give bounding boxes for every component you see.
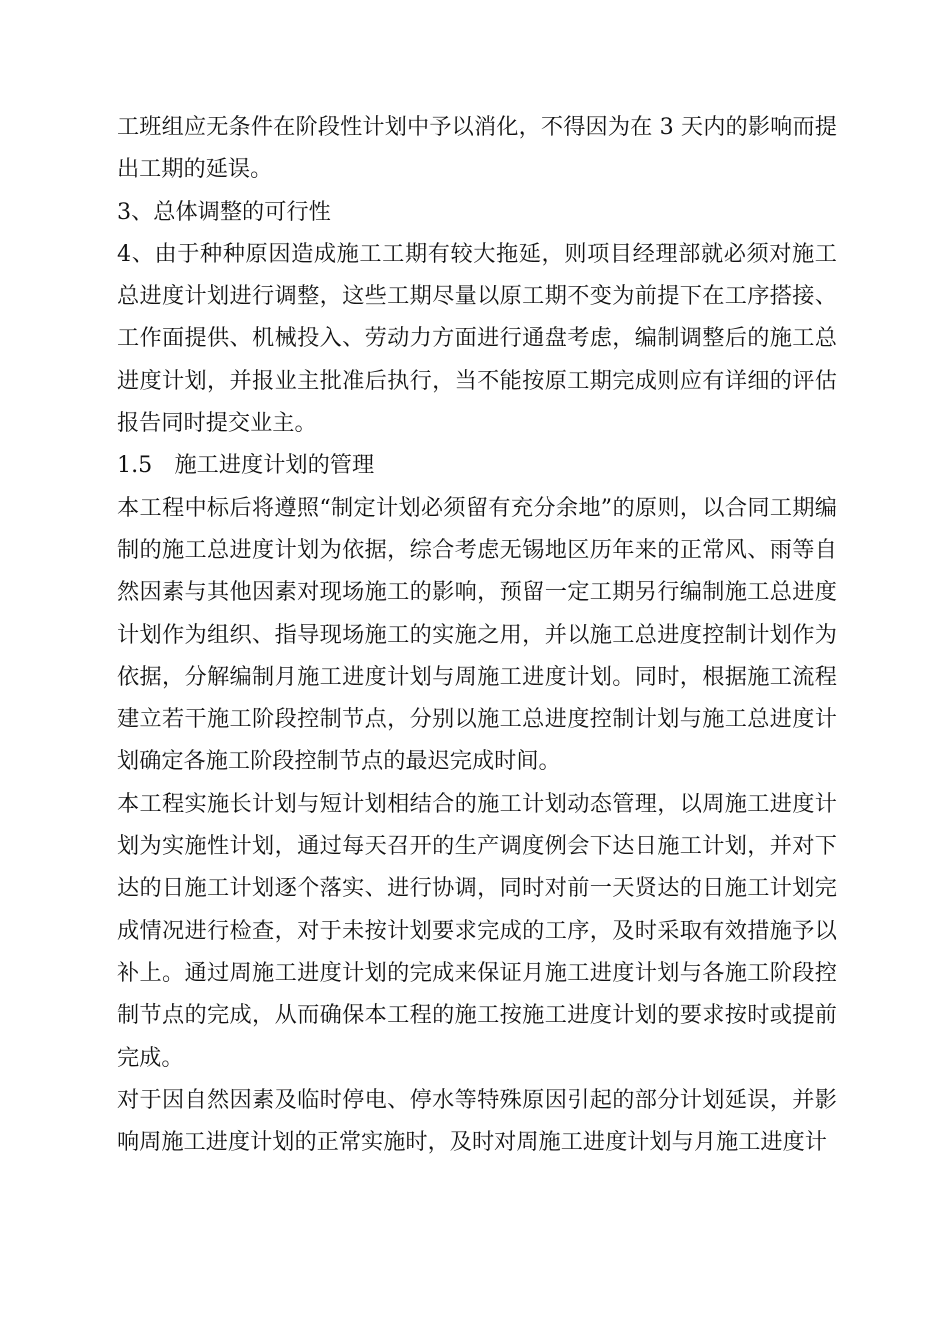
paragraph-continuation: 工班组应无条件在阶段性计划中予以消化，不得因为在 3 天内的影响而提出工期的延误。 [117, 114, 837, 183]
paragraph-delay-handling: 对于因自然因素及临时停电、停水等特殊原因引起的部分计划延误，并影响周施工进度计划的正常实施时，及时对周施工进度计划与月施工进度计 [117, 1086, 837, 1156]
paragraph-dynamic-management: 本工程实施长计划与短计划相结合的施工计划动态管理，以周施工进度计划为实施性计划，通过每天召开的生产调度例会下达日施工计划，并对下达的日施工计划逐个落实、进行协调，同时对前一天贤达的日施工计划完成情况进行检查，对于未按计划要求完成的工序，及时采取有效措施予以补上。通过周施工进度计划的完成来保证月施工进度计划与各施工阶段控制节点的完成，从而确保本工程的施工按施工进度计划的要求按时或提前完成。 [117, 790, 837, 1071]
paragraph-plan-basis: 本工程中标后将遵照“制定计划必须留有充分余地”的原则，以合同工期编制的施工总进度计划为依据，综合考虑无锡地区历年来的正常风、雨等自然因素与其他因素对现场施工的影响，预留一定工期另行编制施工总进度计划作为组织、指导现场施工的实施之用，并以施工总进度控制计划作为依据，分解编制月施工进度计划与周施工进度计划。同时，根据施工流程建立若干施工阶段控制节点，分别以施工总进度控制计划与施工总进度计划确定各施工阶段控制节点的最迟完成时间。 [117, 494, 837, 775]
document-page [117, 106, 837, 1163]
item-3-heading: 3、总体调整的可行性 [117, 198, 331, 225]
item-4-paragraph: 4、由于种种原因造成施工工期有较大拖延，则项目经理部就必须对施工总进度计划进行调整，这些工期尽量以原工期不变为前提下在工序搭接、工作面提供、机械投入、劳动力方面进行通盘考虑，编制调整后的施工总进度计划，并报业主批准后执行，当不能按原工期完成则应有详细的评估报告同时提交业主。 [117, 240, 837, 437]
section-1-5-heading: 1.5 施工进度计划的管理 [117, 452, 375, 479]
